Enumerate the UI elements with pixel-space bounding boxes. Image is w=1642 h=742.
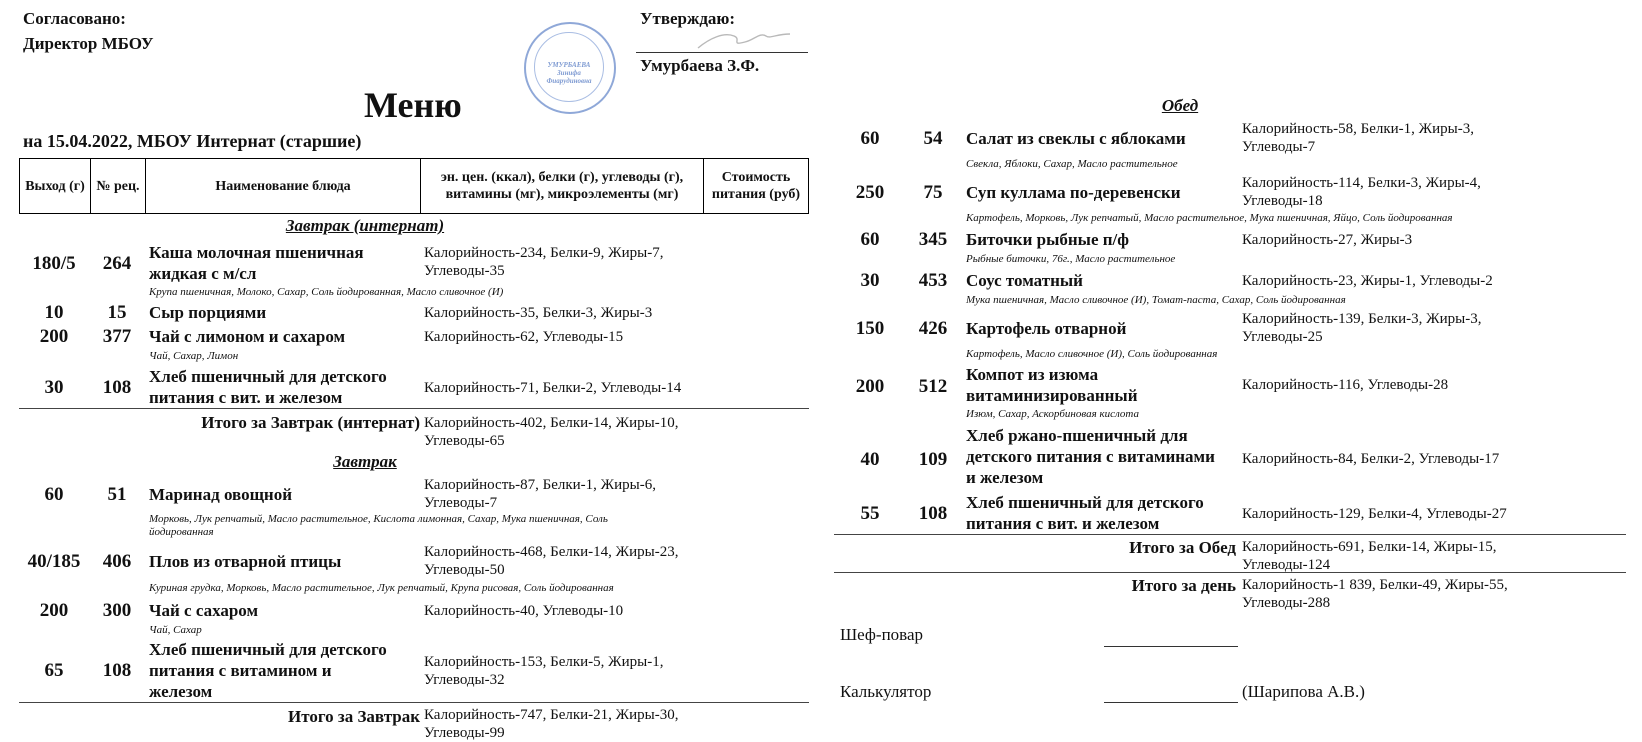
chef-signature-line: [1104, 646, 1238, 647]
dish-name: Плов из отварной птицы: [149, 552, 342, 571]
ingredients: Картофель, Масло сливочное (И), Соль йодированная: [966, 348, 1218, 360]
nutrition-line: Углеводы-18: [1242, 193, 1323, 209]
dish-name: Биточки рыбные п/ф: [966, 230, 1130, 249]
nutrition-info: Калорийность-129, Белки-4, Углеводы-27: [1242, 506, 1507, 522]
output-weight: 65: [44, 660, 64, 681]
dish-name: [149, 366, 387, 408]
recipe-number: 300: [102, 600, 132, 621]
recipe-number: 75: [923, 182, 943, 203]
page-subtitle: на 15.04.2022, МБОУ Интернат (старшие): [23, 131, 362, 151]
chef-label: Шеф-повар: [840, 625, 924, 644]
calculator-name: (Шарипова А.В.): [1242, 682, 1365, 701]
recipe-number: 54: [923, 128, 943, 149]
section-divider: [19, 408, 809, 409]
dish-name: Маринад овощной: [149, 485, 293, 504]
col-dish-header: Наименование блюда: [146, 159, 421, 214]
recipe-number: 512: [918, 376, 948, 397]
nutrition-line: Калорийность-234, Белки-9, Жиры-7,: [424, 245, 664, 261]
ingredients: Чай, Сахар: [149, 624, 202, 636]
dish-name: [966, 425, 1215, 488]
ingredients-line: Морковь, Лук репчатый, Масло растительное, Кислота лимонная, Сахар, Мука пшеничная, Соль: [149, 513, 608, 525]
output-weight: 60: [860, 229, 880, 250]
output-weight: 60: [44, 484, 64, 505]
total-nutrition: [424, 414, 678, 450]
nutrition-line: Калорийность-87, Белки-1, Жиры-6,: [424, 477, 656, 493]
nutrition-line: Калорийность-402, Белки-14, Жиры-10,: [424, 415, 679, 431]
output-weight: 40: [860, 449, 880, 470]
nutrition-line: Калорийность-114, Белки-3, Жиры-4,: [1242, 175, 1481, 191]
output-weight: 200: [855, 376, 885, 397]
nutrition-line: Калорийность-691, Белки-14, Жиры-15,: [1242, 539, 1497, 555]
approve-label: Утверждаю:: [640, 9, 736, 28]
nutrition-info: [424, 244, 663, 280]
ingredients: Рыбные биточки, 76г., Масло растительное: [966, 253, 1176, 265]
dish-name-line: железом: [149, 682, 213, 701]
section-divider: [834, 572, 1626, 573]
calculator-signature-line: [1104, 702, 1238, 703]
recipe-number: 109: [918, 449, 948, 470]
recipe-number: 108: [918, 503, 948, 524]
dish-name: Сыр порциями: [149, 303, 267, 322]
nutrition-line: Углеводы-50: [424, 562, 505, 578]
nutrition-line: Углеводы-124: [1242, 557, 1331, 573]
stamp-text-line: Фиарудиновна: [546, 77, 592, 85]
nutrition-info: Калорийность-62, Углеводы-15: [424, 329, 624, 345]
output-weight: 250: [855, 182, 885, 203]
dish-name: [149, 639, 387, 702]
section-title-breakfast-boarding: Завтрак (интернат): [285, 216, 445, 235]
nutrition-info: Калорийность-40, Углеводы-10: [424, 603, 624, 619]
dish-name: Салат из свеклы с яблоками: [966, 129, 1186, 148]
nutrition-line: Углеводы-7: [1242, 139, 1316, 155]
output-weight: 40/185: [27, 551, 81, 572]
recipe-number: 406: [102, 551, 132, 572]
col-cost-header: Стоимость питания (руб): [704, 159, 809, 214]
recipe-number: 453: [918, 270, 948, 291]
dish-name-line: Каша молочная пшеничная: [149, 243, 364, 262]
nutrition-info: Калорийность-71, Белки-2, Углеводы-14: [424, 380, 682, 396]
dish-name: Чай с сахаром: [149, 601, 259, 620]
nutrition-info: [1242, 174, 1481, 210]
nutrition-line: Углеводы-99: [424, 725, 505, 741]
stamp-text-line: Зинифа: [557, 69, 581, 77]
dish-name: [966, 364, 1138, 406]
dish-name: Чай с лимоном и сахаром: [149, 327, 346, 346]
dish-name-line: и железом: [966, 468, 1044, 487]
ingredients: Свекла, Яблоки, Сахар, Масло растительное: [966, 158, 1178, 170]
official-stamp: [524, 22, 616, 114]
nutrition-line: Калорийность-1 839, Белки-49, Жиры-55,: [1242, 577, 1508, 593]
nutrition-line: Углеводы-25: [1242, 329, 1323, 345]
dish-name-line: Хлеб пшеничный для детского: [149, 640, 387, 659]
recipe-number: 108: [102, 660, 132, 681]
dish-name: [149, 242, 364, 284]
dish-name-line: Хлеб ржано-пшеничный для: [966, 426, 1188, 445]
output-weight: 180/5: [32, 253, 76, 274]
output-weight: 55: [860, 503, 880, 524]
dish-name: Соус томатный: [966, 271, 1083, 290]
section-title-lunch: Обед: [1161, 96, 1199, 115]
col-recipe-header: № рец.: [91, 159, 146, 214]
nutrition-info: Калорийность-116, Углеводы-28: [1242, 377, 1449, 393]
section-divider: [19, 702, 809, 703]
calculator-label: Калькулятор: [840, 682, 932, 701]
total-nutrition: [1242, 538, 1496, 574]
recipe-number: 15: [107, 302, 127, 323]
ingredients: Куриная грудка, Морковь, Масло растительное, Лук репчатый, Крупа рисовая, Соль йодированная: [149, 582, 614, 594]
stamp-text-line: УМУРБАЕВА: [547, 61, 591, 69]
ingredients-line: йодированная: [149, 526, 214, 538]
day-total-label: Итого за день: [1131, 576, 1236, 595]
output-weight: 60: [860, 128, 880, 149]
dish-name-line: питания с витамином и: [149, 661, 332, 680]
nutrition-line: Калорийность-139, Белки-3, Жиры-3,: [1242, 311, 1482, 327]
output-weight: 200: [39, 326, 69, 347]
ingredients: [149, 513, 689, 539]
recipe-number: 377: [102, 326, 132, 347]
output-weight: 150: [855, 318, 885, 339]
ingredients: Картофель, Морковь, Лук репчатый, Масло растительное, Мука пшеничная, Яйцо, Соль йодированная: [966, 212, 1453, 224]
total-label: Итого за Завтрак: [287, 707, 420, 726]
nutrition-line: Калорийность-747, Белки-21, Жиры-30,: [424, 707, 679, 723]
output-weight: 30: [44, 377, 64, 398]
nutrition-info: [424, 543, 678, 579]
output-weight: 30: [860, 270, 880, 291]
nutrition-line: Углеводы-32: [424, 672, 505, 688]
nutrition-info: [424, 653, 663, 689]
page-title: Меню: [364, 85, 462, 125]
approver-name: Умурбаева З.Ф.: [640, 56, 760, 75]
dish-name-line: детского питания с витаминами: [966, 447, 1215, 466]
nutrition-info: Калорийность-23, Жиры-1, Углеводы-2: [1242, 273, 1493, 289]
dish-name-line: Хлеб пшеничный для детского: [149, 367, 387, 386]
nutrition-info: [1242, 310, 1481, 346]
nutrition-info: [1242, 120, 1474, 156]
dish-name: Суп куллама по-деревенски: [966, 183, 1181, 202]
total-nutrition: [424, 706, 678, 742]
nutrition-line: Углеводы-65: [424, 433, 505, 449]
dish-name-line: Компот из изюма: [966, 365, 1099, 384]
output-weight: 200: [39, 600, 69, 621]
nutrition-line: Калорийность-153, Белки-5, Жиры-1,: [424, 654, 664, 670]
director-label: Директор МБОУ: [23, 34, 154, 53]
nutrition-line: Углеводы-288: [1242, 595, 1331, 611]
total-label: Итого за Завтрак (интернат): [201, 413, 420, 432]
nutrition-line: Калорийность-58, Белки-1, Жиры-3,: [1242, 121, 1474, 137]
col-nutrition-header: эн. цен. (ккал), белки (г), углеводы (г), витамины (мг), микроэлементы (мг): [421, 159, 704, 214]
nutrition-line: Углеводы-35: [424, 263, 505, 279]
day-total-nutrition: [1242, 576, 1508, 612]
nutrition-line: Калорийность-468, Белки-14, Жиры-23,: [424, 544, 679, 560]
recipe-number: 51: [107, 484, 127, 505]
recipe-number: 264: [102, 253, 132, 274]
nutrition-info: Калорийность-35, Белки-3, Жиры-3: [424, 305, 653, 321]
col-output-header: Выход (г): [20, 159, 91, 214]
dish-name-line: питания с вит. и железом: [149, 388, 343, 407]
nutrition-info: Калорийность-84, Белки-2, Углеводы-17: [1242, 451, 1500, 467]
output-weight: 10: [44, 302, 64, 323]
menu-table-header: [19, 158, 809, 214]
signature-icon: [690, 24, 800, 54]
section-divider: [834, 534, 1626, 535]
nutrition-info: [424, 476, 656, 512]
dish-name-line: жидкая с м/сл: [149, 264, 257, 283]
ingredients: Мука пшеничная, Масло сливочное (И), Томат-паста, Сахар, Соль йодированная: [966, 294, 1346, 306]
recipe-number: 108: [102, 377, 132, 398]
recipe-number: 426: [918, 318, 948, 339]
ingredients: Чай, Сахар, Лимон: [149, 350, 239, 362]
dish-name-line: Хлеб пшеничный для детского: [966, 493, 1204, 512]
approver-signature-line: [636, 52, 808, 53]
dish-name: Картофель отварной: [966, 319, 1127, 338]
total-label: Итого за Обед: [1129, 538, 1236, 557]
nutrition-line: Углеводы-7: [424, 495, 498, 511]
dish-name-line: витаминизированный: [966, 386, 1138, 405]
nutrition-info: Калорийность-27, Жиры-3: [1242, 232, 1413, 248]
recipe-number: 345: [918, 229, 948, 250]
ingredients: Крупа пшеничная, Молоко, Сахар, Соль йодированная, Масло сливочное (И): [149, 286, 504, 298]
agreed-label: Согласовано:: [23, 9, 126, 28]
ingredients: Изюм, Сахар, Аскорбиновая кислота: [966, 408, 1139, 420]
dish-name: [966, 492, 1204, 534]
section-title-breakfast: Завтрак: [333, 452, 397, 471]
dish-name-line: питания с вит. и железом: [966, 514, 1160, 533]
